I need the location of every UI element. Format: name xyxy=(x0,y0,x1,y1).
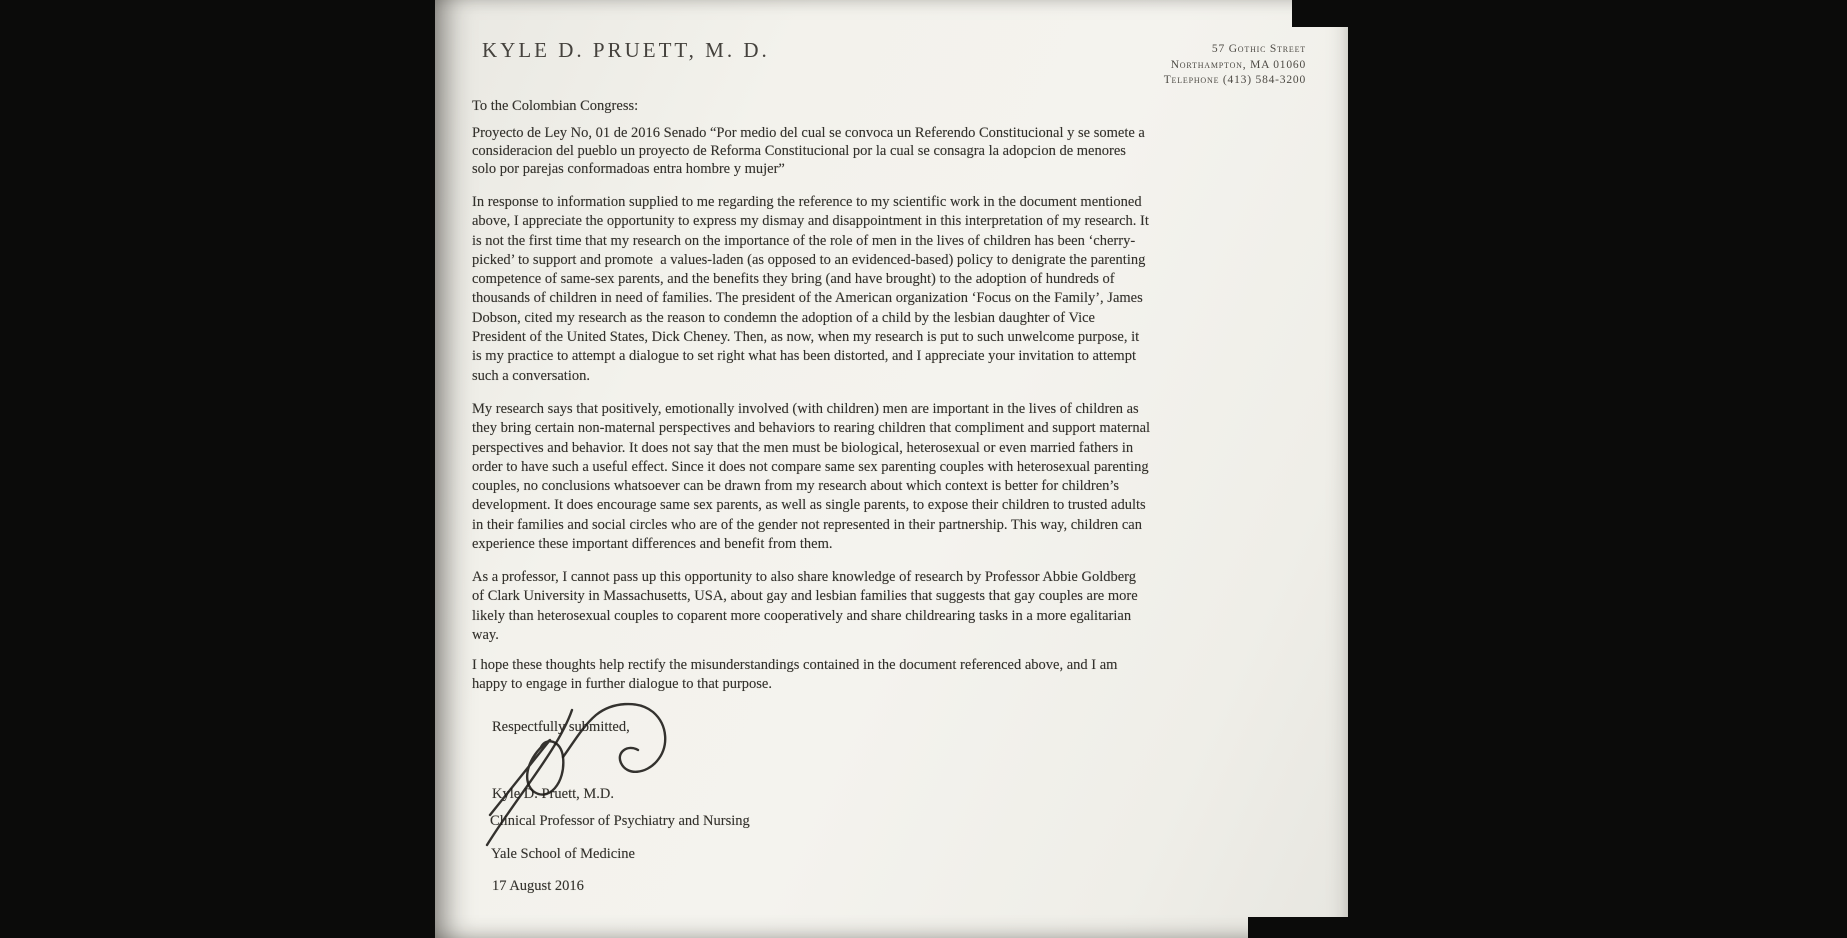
text-line: consideracion del pueblo un proyecto de Reforma Constitucional por la cual se consagra la adopcion de menores xyxy=(472,142,1126,159)
text-line: they bring certain non-maternal perspectives and behaviors to rearing children that compliment and support maternal xyxy=(472,420,1151,437)
salutation: To the Colombian Congress: xyxy=(472,98,639,114)
text-line: President of the United States, Dick Cheney. Then, as now, when my research is put to such unwelcome purpose, it xyxy=(472,329,1140,346)
text-line: thousands of children in need of families. The president of the American organization ‘Focus on the Family’, James xyxy=(472,290,1143,307)
text-line: Proyecto de Ley No, 01 de 2016 Senado “Por medio del cual se convoca un Referendo Constitucional y se somete a xyxy=(472,125,1145,141)
scan-corner-notch-bottom-right xyxy=(1248,917,1348,938)
text-line: My research says that positively, emotionally involved (with children) men are important in the lives of children as xyxy=(472,401,1139,417)
text-line: is my practice to attempt a dialogue to set right what has been distorted, and I appreciate your invitation to attempt xyxy=(472,348,1136,365)
text-line: likely than heterosexual couples to coparent more cooperatively and share childrearing tasks in a more egalitarian xyxy=(472,607,1132,624)
paragraph-response xyxy=(472,193,1149,386)
letter-date: 17 August 2016 xyxy=(492,878,584,894)
signer-title: Clinical Professor of Psychiatry and Nursing xyxy=(490,813,750,829)
signer-name: Kyle D. Pruett, M.D. xyxy=(492,786,615,802)
text-line: couples, no conclusions whatsoever can be drawn from my research about which context is better for children’s xyxy=(472,478,1120,495)
text-line: development. It does encourage same sex parents, as well as single parents, to expose their children to trusted adults xyxy=(472,497,1146,514)
text-line: above, I appreciate the opportunity to express my dismay and disappointment in this interpretation of my research. It xyxy=(472,213,1149,230)
paragraph-research-findings xyxy=(472,400,1150,554)
text-line: of Clark University in Massachusetts, USA, about gay and lesbian families that suggests that gay couples are more xyxy=(472,588,1138,605)
text-line: way. xyxy=(472,626,499,643)
text-line: perspectives and behavior. It does not say that the men must be biological, heterosexual or even married fathers in xyxy=(472,439,1134,456)
text-line: Northampton, MA 01060 xyxy=(1170,58,1306,71)
paragraph-bill-reference xyxy=(472,125,1145,178)
scan-corner-notch-top-right xyxy=(1292,0,1348,27)
text-line: As a professor, I cannot pass up this opportunity to also share knowledge of research by Professor Abbie Goldberg xyxy=(472,569,1136,585)
text-line: Dobson, cited my research as the reason to condemn the adoption of a child by the lesbian daughter of Vice xyxy=(472,309,1095,326)
text-line: happy to engage in further dialogue to that purpose. xyxy=(472,676,772,693)
text-line: Telephone (413) 584-3200 xyxy=(1163,74,1306,86)
text-line: competence of same-sex parents, and the benefits they bring (and have brought) to the adoption of hundreds of xyxy=(472,271,1115,288)
letterhead-address xyxy=(1164,42,1306,89)
text-line: I hope these thoughts help rectify the misunderstandings contained in the document referenced above, and I am xyxy=(472,657,1118,673)
text-line: picked’ to support and promote a values-laden (as opposed to an evidenced-based) policy to denigrate the parenting xyxy=(472,251,1146,268)
text-line: such a conversation. xyxy=(472,367,590,384)
letter-page xyxy=(435,0,1348,938)
text-line: order to have such a useful effect. Since it does not compare same sex parenting couples with heterosexual parenting xyxy=(472,458,1149,475)
paragraph-goldberg-research xyxy=(472,568,1138,645)
letterhead-name: KYLE D. PRUETT, M. D. xyxy=(482,38,770,62)
signature-stroke xyxy=(563,704,665,772)
text-line: 57 Gothic Street xyxy=(1211,43,1306,55)
text-line: in their families and social circles who are of the gender not represented in their partnership. This way, children can xyxy=(472,516,1142,533)
signer-organization: Yale School of Medicine xyxy=(491,846,635,862)
text-line: experience these important differences and benefit from them. xyxy=(472,536,833,553)
text-line: solo por parejas conformadoas entra hombre y mujer” xyxy=(472,160,785,177)
closing-line: Respectfully submitted, xyxy=(492,719,630,735)
text-line: In response to information supplied to me regarding the reference to my scientific work in the document mentioned xyxy=(472,194,1142,210)
paragraph-conclusion xyxy=(472,656,1117,695)
text-line: is not the first time that my research on the importance of the role of men in the lives of children has been ‘cherry- xyxy=(472,232,1136,249)
